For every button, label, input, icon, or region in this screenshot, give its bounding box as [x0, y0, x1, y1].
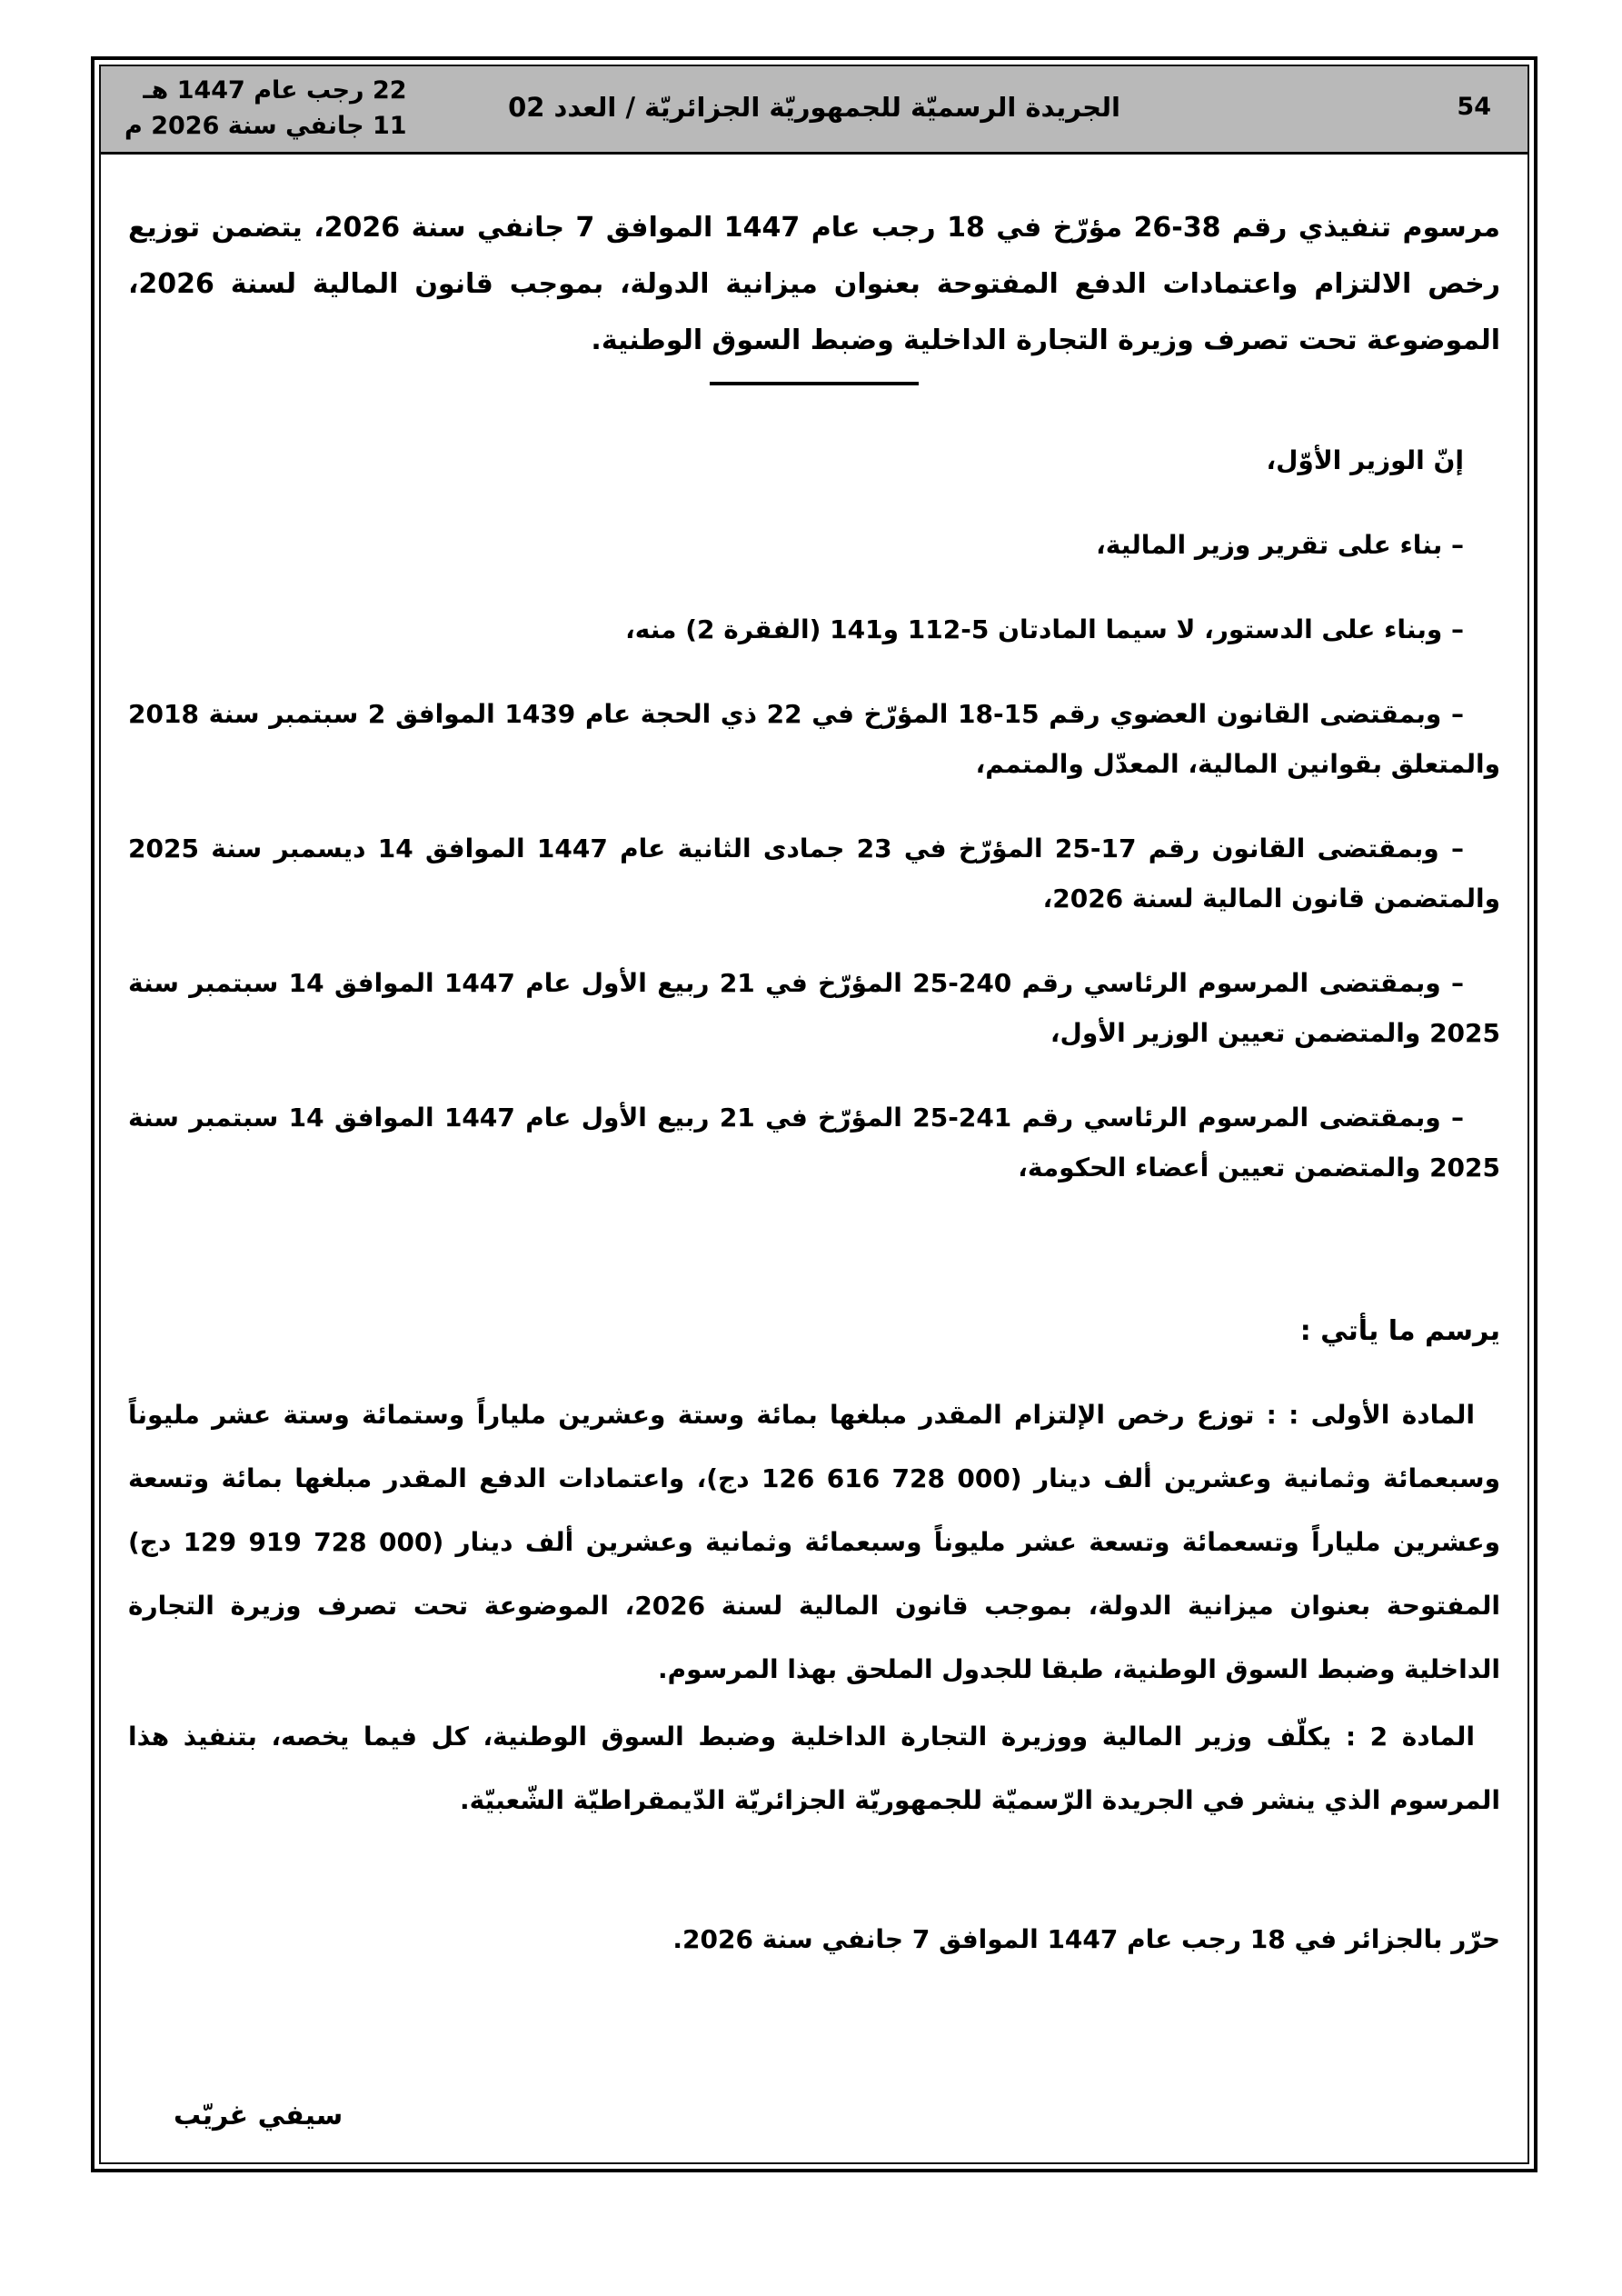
signature-place-date: حرّر بالجزائر في 18 رجب عام 1447 الموافق 7 جانفي سنة 2026.: [672, 1924, 1500, 1954]
page-number: 54: [1457, 93, 1491, 121]
enactment-formula: يرسم ما يأتي :: [1299, 1315, 1500, 1347]
signatory-name: سيفي غريّب: [174, 2100, 343, 2131]
visa-minister-report: – بناء على تقرير وزير المالية،: [1096, 530, 1464, 560]
page-inner-frame: [99, 65, 1529, 2164]
visa-organic-law: – وبمقتضى القانون العضوي رقم 15-18 المؤرّخ في 22 ذي الحجة عام 1439 الموافق 2 سبتمبر سنة 2018 والمتعلق بقوانين المالية، المعدّل والمتمم،: [128, 699, 1500, 779]
article-1-body: : توزع رخص الإلتزام المقدر مبلغها بمائة وستة وعشرين ملياراً وستمائة وستة عشر مليوناً وسبعمائة وثمانية وعشرين ألف دينار (126 616 728 000 دج)، واعتمادات الدفع المقدر مبلغها بمائة وتسعة وعشرين ملياراً وتسعمائة وتسعة عشر مليوناً وسبعمائة وثمانية وعشرين ألف دينار (129 919 728 000 دج) المفتوحة بعنوان ميزانية الدولة، بموجب قانون المالية لسنة 2026، الموضوعة تحت تصرف وزيرة التجارة الداخلية وضبط السوق الوطنية، طبقا للجدول الملحق بهذا المرسوم.: [128, 1400, 1500, 1684]
journal-masthead: [101, 66, 1527, 155]
visa-finance-law: – وبمقتضى القانون رقم 17-25 المؤرّخ في 23 جمادى الثانية عام 1447 الموافق 14 ديسمبر سنة 2025 والمتضمن قانون المالية لسنة 2026،: [128, 834, 1500, 913]
visa-presidential-decree-240: – وبمقتضى المرسوم الرئاسي رقم 240-25 المؤرّخ في 21 ربيع الأول عام 1447 الموافق 14 سبتمبر سنة 2025 والمتضمن تعيين الوزير الأول،: [128, 968, 1500, 1048]
title-separator-rule: [710, 382, 919, 385]
visa-constitution: – وبناء على الدستور، لا سيما المادتان 5-112 و141 (الفقرة 2) منه،: [625, 614, 1464, 644]
visa-presidential-decree-241: – وبمقتضى المرسوم الرئاسي رقم 241-25 المؤرّخ في 21 ربيع الأول عام 1447 الموافق 14 سبتمبر سنة 2025 والمتضمن تعيين أعضاء الحكومة،: [128, 1103, 1500, 1183]
date-hijri: 22 رجب عام 1447 هـ: [143, 76, 407, 105]
decree-content: [101, 155, 1527, 2162]
page-border-frame: [91, 56, 1537, 2172]
journal-title: الجريدة الرسميّة للجمهوريّة الجزائريّة / العدد 02: [508, 92, 1120, 123]
article-1: [128, 1383, 1500, 1702]
article-1-label: المادة الأولى :: [1289, 1400, 1475, 1430]
article-2: [128, 1705, 1500, 1832]
date-gregorian: 11 جانفي سنة 2026 م: [124, 112, 407, 140]
preamble-intro: إنّ الوزير الأوّل،: [1266, 445, 1464, 475]
article-2-body: يكلّف وزير المالية ووزيرة التجارة الداخلية وضبط السوق الوطنية، كل فيما يخصه، بتنفيذ هذا المرسوم الذي ينشر في الجريدة الرّسميّة للجمهوريّة الجزائريّة الدّيمقراطيّة الشّعبيّة.: [128, 1722, 1500, 1815]
article-2-label: المادة 2 :: [1345, 1722, 1476, 1752]
decree-title: مرسوم تنفيذي رقم 38-26 مؤرّخ في 18 رجب عام 1447 الموافق 7 جانفي سنة 2026، يتضمن توزيع رخص الالتزام واعتمادات الدفع المفتوحة بعنوان ميزانية الدولة، بموجب قانون المالية لسنة 2026، الموضوعة تحت تصرف وزيرة التجارة الداخلية وضبط السوق الوطنية.: [128, 212, 1501, 356]
